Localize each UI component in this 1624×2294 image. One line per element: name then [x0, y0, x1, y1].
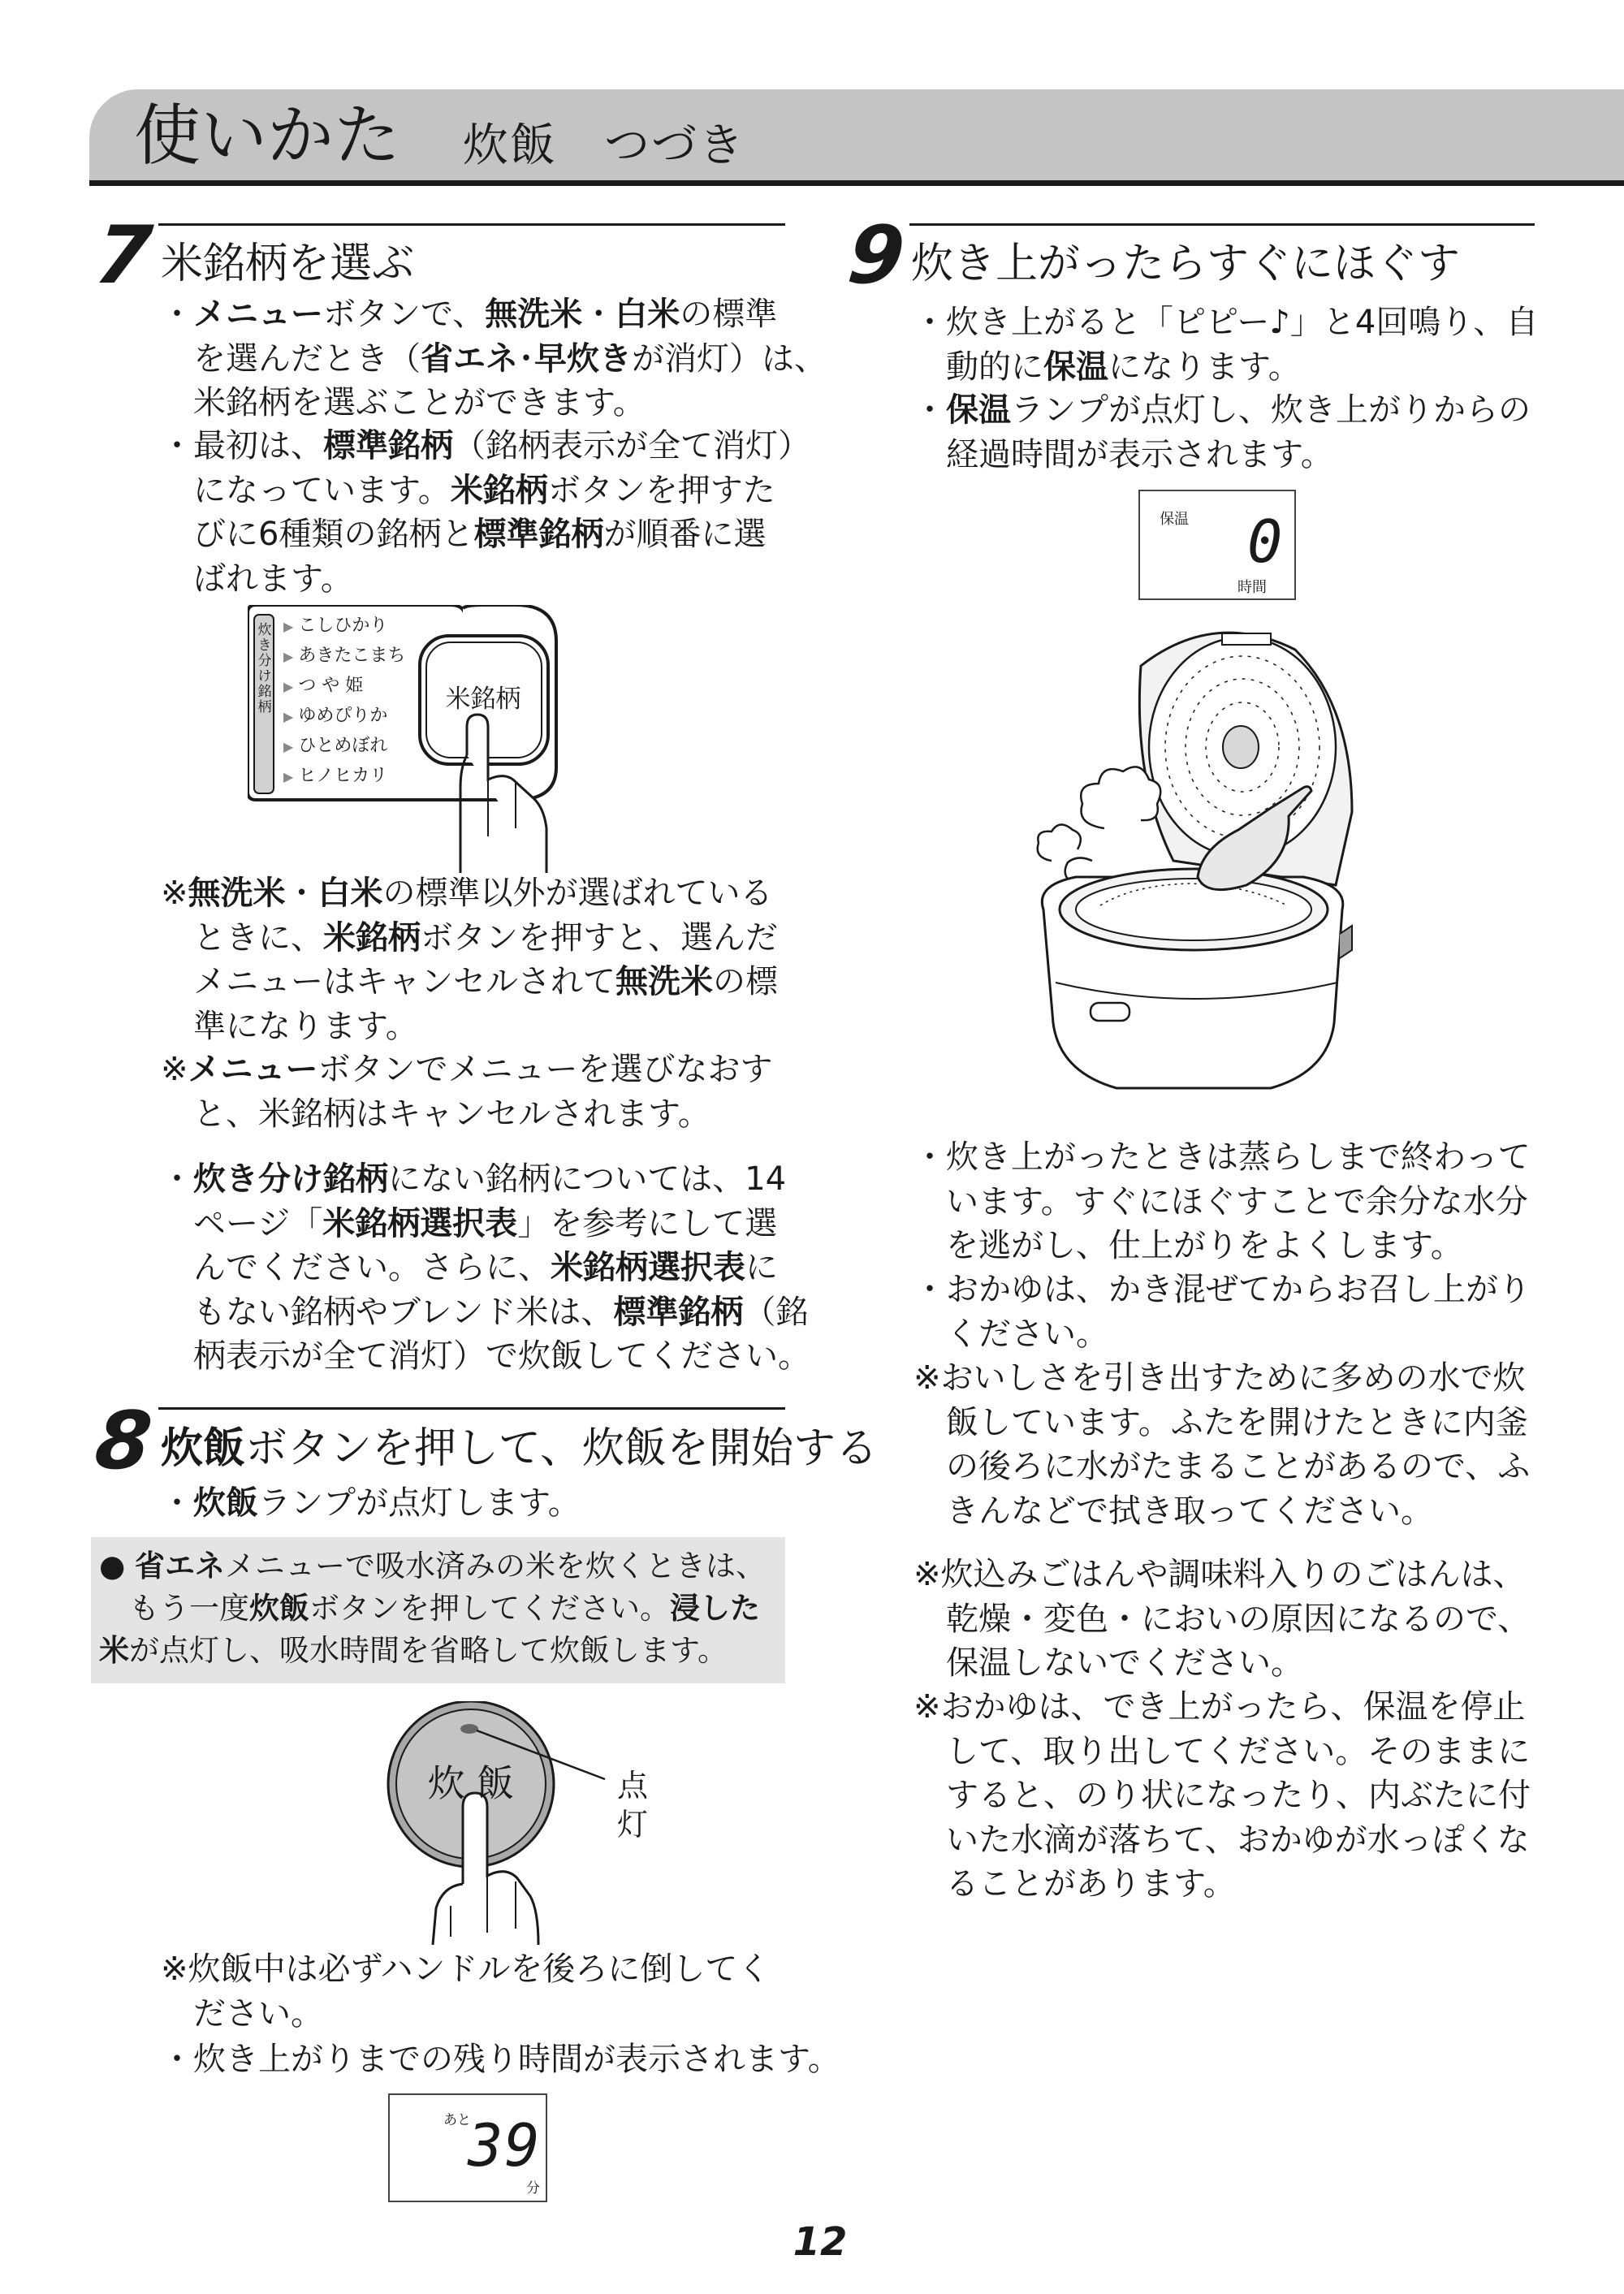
step-7-bullet-1: [161, 292, 827, 426]
variety-item: [283, 702, 421, 732]
step-8-bullet-2: [161, 2037, 840, 2082]
step-7-bullet-3: [161, 1157, 810, 1379]
step-8-rule: [158, 1407, 785, 1410]
text-run: ボタンを押すた: [547, 471, 775, 509]
text-run: ※炊飯中は必ずハンドルを後ろに倒してく: [161, 1951, 771, 1988]
text-run: ・: [161, 296, 193, 333]
variety-label: ヒノヒカリ: [298, 766, 388, 786]
bold-term: 白米: [317, 875, 383, 912]
text-run: に: [745, 1249, 778, 1286]
text-line: [161, 1004, 778, 1049]
text-line: [99, 1545, 766, 1588]
variety-label: あきたこまち: [298, 646, 406, 666]
text-line: [161, 916, 778, 961]
header-underline: [89, 180, 1624, 186]
variety-item: [283, 611, 421, 642]
text-line: [161, 1092, 773, 1137]
step-9-bullet-1: [914, 300, 1538, 389]
text-line: [914, 1685, 1531, 1730]
text-run: んでください。さらに、: [161, 1249, 551, 1286]
text-line: [914, 1553, 1530, 1597]
energy-saving-note: [99, 1545, 766, 1672]
text-line: [161, 1947, 770, 1992]
text-line: [914, 300, 1538, 345]
bold-term: 無洗米: [615, 963, 713, 1000]
text-line: [914, 345, 1538, 390]
text-line: [161, 2037, 840, 2082]
text-run: の標準: [680, 296, 778, 333]
bold-term: 米銘柄選択表: [551, 1249, 745, 1286]
text-run: ・: [285, 875, 318, 912]
text-run: 」を参考にして選: [517, 1204, 778, 1242]
step-8-number: 8: [91, 1395, 157, 1488]
panel-side-label: 炊き分け銘柄: [257, 622, 272, 715]
bold-term: 早炊き: [534, 339, 632, 378]
text-line: [99, 1588, 766, 1630]
bold-term: 米銘柄: [450, 471, 548, 509]
text-run: ・炊き上がると「ピピー♪」と4回鳴り、自: [914, 304, 1539, 341]
text-line: [161, 337, 827, 382]
text-line: [914, 1445, 1530, 1489]
text-run: 経過時間が表示されます。: [914, 435, 1333, 473]
text-line: [161, 871, 778, 916]
bold-term: 保温: [1043, 348, 1108, 386]
text-run: ・: [914, 391, 946, 429]
text-line: [161, 292, 827, 337]
text-run: いた水滴が落ちて、おかゆが水っぽくな: [914, 1821, 1530, 1859]
text-line: [914, 1641, 1530, 1686]
text-run: ボタンを押してください。: [309, 1591, 670, 1626]
keep-warm-label: 保温: [1160, 511, 1189, 528]
step-7-title: 米銘柄を選ぶ: [161, 240, 415, 288]
bold-term: 標準銘柄: [613, 1293, 744, 1331]
bold-term: 米銘柄: [323, 918, 421, 957]
text-line: [914, 1224, 1531, 1268]
text-run: と、米銘柄はキャンセルされます。: [161, 1095, 710, 1133]
bold-term: 炊き分け銘柄: [193, 1160, 388, 1198]
rice-cooker-illustration: [1027, 617, 1368, 1104]
bold-term: 無洗米: [188, 875, 286, 912]
text-line: [161, 1992, 770, 2037]
text-run: 飯しています。ふたを開けたときに内釜: [914, 1403, 1528, 1441]
text-run: ※炊込みごはんや調味料入りのごはんは、: [914, 1556, 1526, 1593]
text-line: [161, 1157, 810, 1202]
step-9-bullet-4: [914, 1268, 1531, 1356]
remaining-prefix: あと: [443, 2112, 471, 2128]
text-line: [161, 469, 810, 513]
text-run: びに6種類の銘柄と: [161, 516, 474, 553]
text-line: [161, 424, 810, 469]
text-run: の標: [713, 963, 778, 1000]
bold-term: メニュー: [193, 296, 323, 333]
bold-term: メニュー: [188, 1051, 318, 1088]
text-run: ・炊き上がったときは蒸らしまで終わって: [914, 1138, 1531, 1176]
variety-item: [283, 732, 421, 762]
text-run: ・: [582, 296, 615, 333]
bold-term: 省エネ: [135, 1549, 226, 1583]
step-7-bullet-2: [161, 424, 810, 601]
text-run: 動的に: [914, 348, 1043, 386]
step-9-bullet-3: [914, 1135, 1531, 1268]
text-line: [914, 433, 1531, 477]
triangle-marker-icon: ▶: [283, 769, 294, 784]
text-line: [161, 960, 778, 1004]
keep-warm-hours: 0: [1247, 508, 1283, 576]
page-number: 12: [793, 2219, 848, 2265]
step-7-note-1: [161, 871, 778, 1048]
cook-button-illustration: [386, 1701, 678, 1945]
text-line: [161, 1290, 810, 1335]
text-run: になります。: [1108, 348, 1301, 386]
text-line: [914, 1401, 1530, 1445]
text-run: ばれます。: [161, 559, 353, 598]
text-line: [161, 1334, 810, 1379]
text-run: ボタンでメニューを選びなおす: [317, 1051, 773, 1088]
variety-list: [283, 611, 421, 792]
text-line: [161, 1246, 810, 1290]
variety-label: ゆめぴりか: [298, 706, 388, 726]
text-line: [914, 1597, 1530, 1642]
text-line: [914, 1818, 1531, 1863]
bold-term: 白米: [615, 296, 680, 333]
step-8-note-1: [161, 1947, 770, 2036]
bold-term: 保温: [946, 391, 1011, 429]
bold-term: 浸した: [670, 1591, 760, 1626]
text-run: 柄表示が全て消灯）で炊飯してください。: [161, 1337, 810, 1375]
step-8-title: [161, 1423, 878, 1475]
text-line: [914, 388, 1531, 433]
text-run: を選んだとき（: [161, 339, 421, 378]
text-run: ※おかゆは、でき上がったら、保温を停止: [914, 1688, 1526, 1726]
text-run: ボタンを押すと、選んだ: [421, 918, 778, 957]
variety-item: [283, 672, 421, 702]
text-run: もう一度: [99, 1591, 249, 1626]
text-run: して、取り出してください。そのままに: [914, 1732, 1531, 1770]
text-run: ・最初は、: [161, 427, 323, 464]
bold-term: 標準銘柄: [323, 427, 453, 464]
lamp-indicator: [460, 1724, 478, 1734]
text-run: メニューはキャンセルされて: [161, 963, 615, 1000]
step-9-note-3: [914, 1685, 1531, 1907]
text-line: [914, 1180, 1531, 1225]
text-run: （銘柄表示が全て消灯）: [453, 427, 810, 464]
bold-term: 標準銘柄: [473, 516, 604, 553]
text-run: います。すぐにほぐすことで余分な水分: [914, 1182, 1528, 1220]
variety-label: ひとめぼれ: [298, 736, 388, 756]
text-run: ボタンで、: [323, 296, 486, 333]
text-run: ･: [518, 339, 534, 378]
text-line: [914, 1489, 1530, 1534]
variety-label: こしひかり: [298, 616, 388, 636]
step-9-bullet-2: [914, 388, 1531, 477]
cook-button-label: 炊 飯: [427, 1761, 515, 1805]
text-run: にない銘柄については、14: [388, 1160, 787, 1198]
text-line: [99, 1630, 766, 1672]
text-line: [914, 1730, 1531, 1774]
text-run: の標準以外が選ばれている: [382, 875, 773, 912]
text-run: きんなどで拭き取ってください。: [914, 1492, 1433, 1530]
text-run: メニューで吸水済みの米を炊くときは、: [225, 1549, 767, 1583]
triangle-marker-icon: ▶: [283, 649, 294, 664]
variety-item: [283, 642, 421, 672]
text-run: 乾燥・変色・においの原因になるので、: [914, 1600, 1531, 1638]
text-run: ※: [161, 1051, 188, 1088]
text-run: 保温しないでください。: [914, 1644, 1303, 1682]
text-line: [914, 1356, 1530, 1401]
triangle-marker-icon: ▶: [283, 709, 294, 724]
step-7-note-2: [161, 1048, 773, 1136]
rice-brand-button-label: 米銘柄: [445, 685, 521, 714]
bold-term: 炊飯: [193, 1484, 258, 1522]
lamp-lit-label: 点灯: [617, 1768, 649, 1843]
bold-term: 無洗米: [485, 296, 583, 333]
bold-term: 省エネ: [421, 339, 518, 378]
text-run: を逃がし、仕上がりをよくします。: [914, 1227, 1463, 1264]
text-line: [914, 1135, 1531, 1180]
triangle-marker-icon: ▶: [283, 739, 294, 754]
text-line: [161, 1048, 773, 1092]
text-run: ボタンを押して、炊飯を開始する: [245, 1424, 878, 1473]
text-run: ランプが点灯します。: [258, 1484, 581, 1522]
triangle-marker-icon: ▶: [283, 679, 294, 694]
text-run: ●: [99, 1549, 136, 1583]
text-run: ランプが点灯し、炊き上がりからの: [1011, 391, 1531, 429]
text-line: [161, 557, 810, 602]
text-run: ・: [161, 1484, 193, 1522]
text-run: ※おいしさを引き出すために多めの水で炊: [914, 1359, 1526, 1397]
step-7-rule: [158, 223, 785, 226]
text-run: が順番に選: [603, 516, 767, 553]
text-run: ください。: [914, 1315, 1108, 1353]
text-line: [914, 1268, 1531, 1312]
text-run: もない銘柄やブレンド米は、: [161, 1293, 614, 1331]
bold-term: 炊飯: [249, 1591, 309, 1626]
rice-variety-panel: [248, 605, 560, 873]
text-run: すると、のり状になったり、内ぶたに付: [914, 1777, 1531, 1814]
keep-warm-unit: 時間: [1237, 579, 1267, 596]
page-title: 使いかた: [134, 97, 401, 175]
text-run: ※: [161, 875, 188, 912]
text-run: が点灯し、吸水時間を省略して炊飯します。: [129, 1633, 728, 1668]
text-line: [914, 1312, 1531, 1357]
keep-warm-display: [1138, 490, 1296, 600]
bold-term: 米銘柄選択表: [322, 1204, 518, 1242]
text-run: が消灯）は、: [632, 339, 827, 378]
step-9-note-1: [914, 1356, 1530, 1533]
step-9-title: 炊き上がったらすぐにほぐす: [911, 240, 1461, 288]
text-run: ページ「: [161, 1204, 323, 1242]
step-9-number: 9: [844, 210, 909, 302]
bold-term: 炊飯: [161, 1424, 246, 1473]
remaining-unit: 分: [526, 2180, 540, 2197]
text-line: [914, 1862, 1531, 1907]
text-run: 米銘柄を選ぶことができます。: [161, 384, 646, 421]
text-run: ・: [161, 1160, 193, 1198]
text-run: （銘: [743, 1293, 809, 1331]
variety-label: つ や 姫: [298, 676, 364, 696]
text-run: の後ろに水がたまることがあるので、ふ: [914, 1448, 1531, 1485]
step-7-number: 7: [91, 210, 157, 302]
text-run: ださい。: [161, 1994, 323, 2033]
step-9-note-2: [914, 1553, 1530, 1686]
variety-item: [283, 762, 421, 792]
text-line: [161, 1202, 810, 1246]
text-line: [161, 381, 827, 426]
step-9-rule: [909, 223, 1535, 226]
text-run: ときに、: [161, 918, 323, 957]
text-run: ・おかゆは、かき混ぜてからお召し上がり: [914, 1271, 1531, 1308]
triangle-marker-icon: ▶: [283, 619, 294, 634]
bold-term: 米: [99, 1633, 129, 1668]
text-run: ・炊き上がりまでの残り時間が表示されます。: [161, 2041, 840, 2078]
text-run: 準になります。: [161, 1007, 418, 1045]
text-run: になっています。: [161, 471, 451, 509]
text-run: ることがあります。: [914, 1865, 1236, 1903]
text-line: [161, 512, 810, 557]
text-line: [914, 1773, 1531, 1818]
page-subtitle: 炊飯 つづき: [463, 119, 745, 172]
text-line: [161, 1481, 581, 1526]
step-8-bullet-1: [161, 1481, 581, 1526]
remaining-time-display: [388, 2093, 547, 2202]
remaining-minutes: 39: [468, 2111, 542, 2180]
